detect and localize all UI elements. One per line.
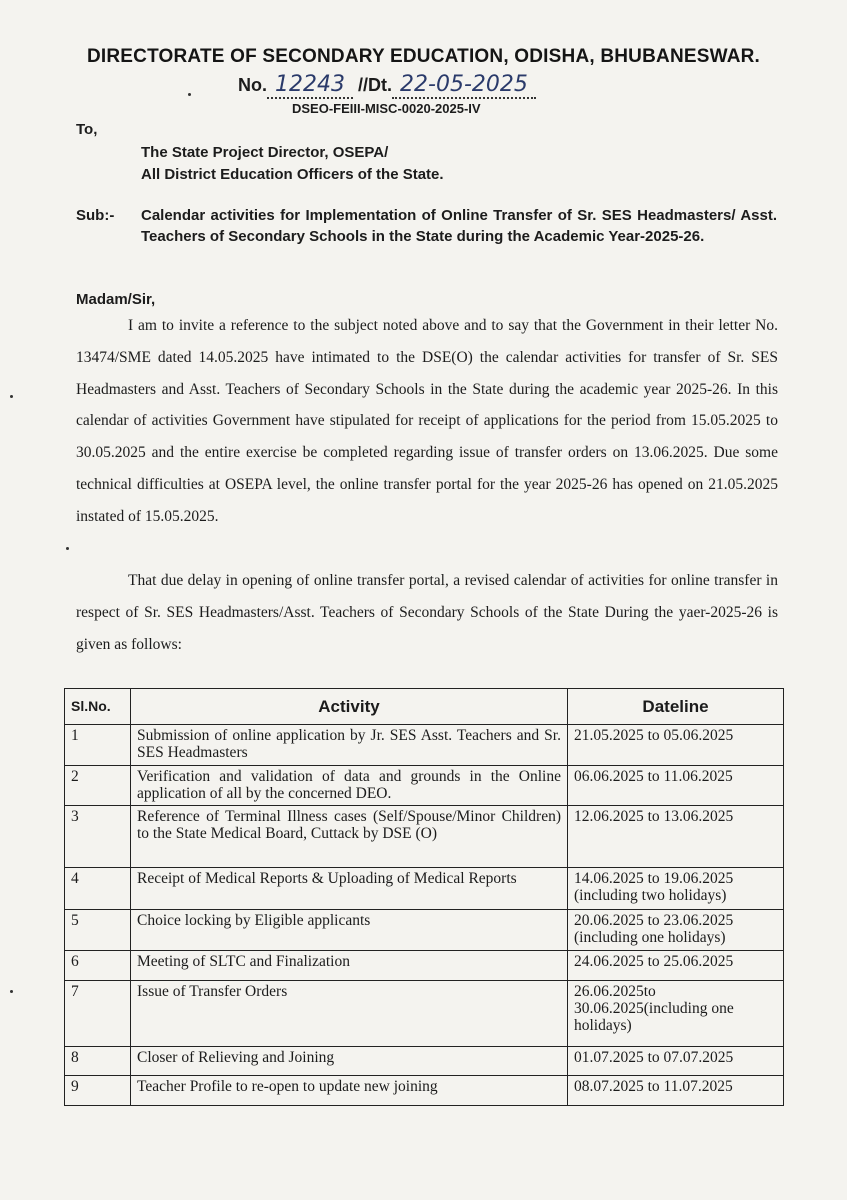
table-row: [65, 766, 784, 806]
row-slno: 9: [65, 1076, 131, 1106]
row-slno: 1: [65, 725, 131, 766]
row-dateline: 14.06.2025 to 19.06.2025 (including two holidays): [568, 868, 784, 910]
table-row: [65, 806, 784, 868]
speck-mark: [10, 395, 13, 398]
speck-mark: [66, 547, 69, 550]
table-row: [65, 1076, 784, 1106]
row-activity: Issue of Transfer Orders: [131, 981, 568, 1047]
row-slno: 6: [65, 951, 131, 981]
table-header-row: [65, 689, 784, 725]
subject-label: Sub:-: [76, 207, 115, 224]
row-dateline: 24.06.2025 to 25.06.2025: [568, 951, 784, 981]
speck-mark: [188, 93, 191, 96]
salutation: Madam/Sir,: [76, 291, 156, 308]
row-activity: Teacher Profile to re-open to update new joining: [131, 1076, 568, 1106]
paragraph-2-text: That due delay in opening of online transfer portal, a revised calendar of activities for online transfer in respect of Sr. SES Headmasters/Asst. Teachers of Secondary Schools of the State During the yaer-2025-26 is given as follows:: [76, 572, 778, 653]
row-activity: Closer of Relieving and Joining: [131, 1047, 568, 1076]
row-dateline: 12.06.2025 to 13.06.2025: [568, 806, 784, 868]
row-activity: Choice locking by Eligible applicants: [131, 910, 568, 951]
table-row: [65, 868, 784, 910]
column-header-activity: Activity: [131, 689, 568, 725]
table-row: [65, 910, 784, 951]
file-code: DSEO-FEIII-MISC-0020-2025-IV: [292, 101, 481, 116]
speck-mark: [10, 990, 13, 993]
table-row: [65, 981, 784, 1047]
row-activity: Receipt of Medical Reports & Uploading of Medical Reports: [131, 868, 568, 910]
row-dateline: 01.07.2025 to 07.07.2025: [568, 1047, 784, 1076]
column-header-dateline: Dateline: [568, 689, 784, 725]
row-dateline: 20.06.2025 to 23.06.2025 (including one holidays): [568, 910, 784, 951]
subject-text: Calendar activities for Implementation of Online Transfer of Sr. SES Headmasters/ Asst. Teachers of Secondary Schools in the State during the Academic Year-2025-26.: [141, 207, 777, 245]
paragraph-1-text: I am to invite a reference to the subject noted above and to say that the Government in their letter No. 13474/SME dated 14.05.2025 have intimated to the DSE(O) the calendar activities for transfer of Sr. SES Headmasters and Asst. Teachers of Secondary Schools in the State during the academic year 2025-26. In this calendar of activities Government have stipulated for receipt of applications for the period from 15.05.2025 to 30.05.2025 and the entire exercise be completed regarding issue of transfer orders on 13.06.2025. Due some technical difficulties at OSEPA level, the online transfer portal for the year 2025-26 has opened on 21.05.2025 instated of 15.05.2025.: [76, 317, 778, 525]
row-slno: 5: [65, 910, 131, 951]
table-row: [65, 1047, 784, 1076]
row-slno: 7: [65, 981, 131, 1047]
row-activity: Reference of Terminal Illness cases (Self/Spouse/Minor Children) to the State Medical Board, Cuttack by DSE (O): [131, 806, 568, 868]
reference-line: [238, 72, 536, 99]
row-dateline: 26.06.2025to 30.06.2025(including one holidays): [568, 981, 784, 1047]
paragraph-2: [76, 565, 778, 660]
column-header-slno: Sl.No.: [65, 689, 131, 725]
number-label: No.: [238, 75, 267, 95]
addressee-line-1: The State Project Director, OSEPA/: [141, 144, 389, 161]
calendar-table: [64, 688, 784, 1106]
row-activity: Verification and validation of data and grounds in the Online application of all by the concerned DEO.: [131, 766, 568, 806]
row-dateline: 08.07.2025 to 11.07.2025: [568, 1076, 784, 1106]
row-activity: Submission of online application by Jr. SES Asst. Teachers and Sr. SES Headmasters: [131, 725, 568, 766]
row-dateline: 06.06.2025 to 11.06.2025: [568, 766, 784, 806]
addressee-line-2: All District Education Officers of the State.: [141, 166, 444, 183]
table-row: [65, 725, 784, 766]
organization-heading: DIRECTORATE OF SECONDARY EDUCATION, ODISHA, BHUBANESWAR.: [86, 46, 761, 67]
row-dateline: 21.05.2025 to 05.06.2025: [568, 725, 784, 766]
to-label: To,: [76, 121, 98, 138]
table-row: [65, 951, 784, 981]
handwritten-number: 12243: [267, 72, 353, 99]
handwritten-date: 22-05-2025: [392, 72, 536, 99]
paragraph-1: [76, 310, 778, 533]
row-slno: 4: [65, 868, 131, 910]
row-slno: 2: [65, 766, 131, 806]
row-slno: 3: [65, 806, 131, 868]
row-slno: 8: [65, 1047, 131, 1076]
date-label: //Dt.: [358, 75, 393, 95]
row-activity: Meeting of SLTC and Finalization: [131, 951, 568, 981]
